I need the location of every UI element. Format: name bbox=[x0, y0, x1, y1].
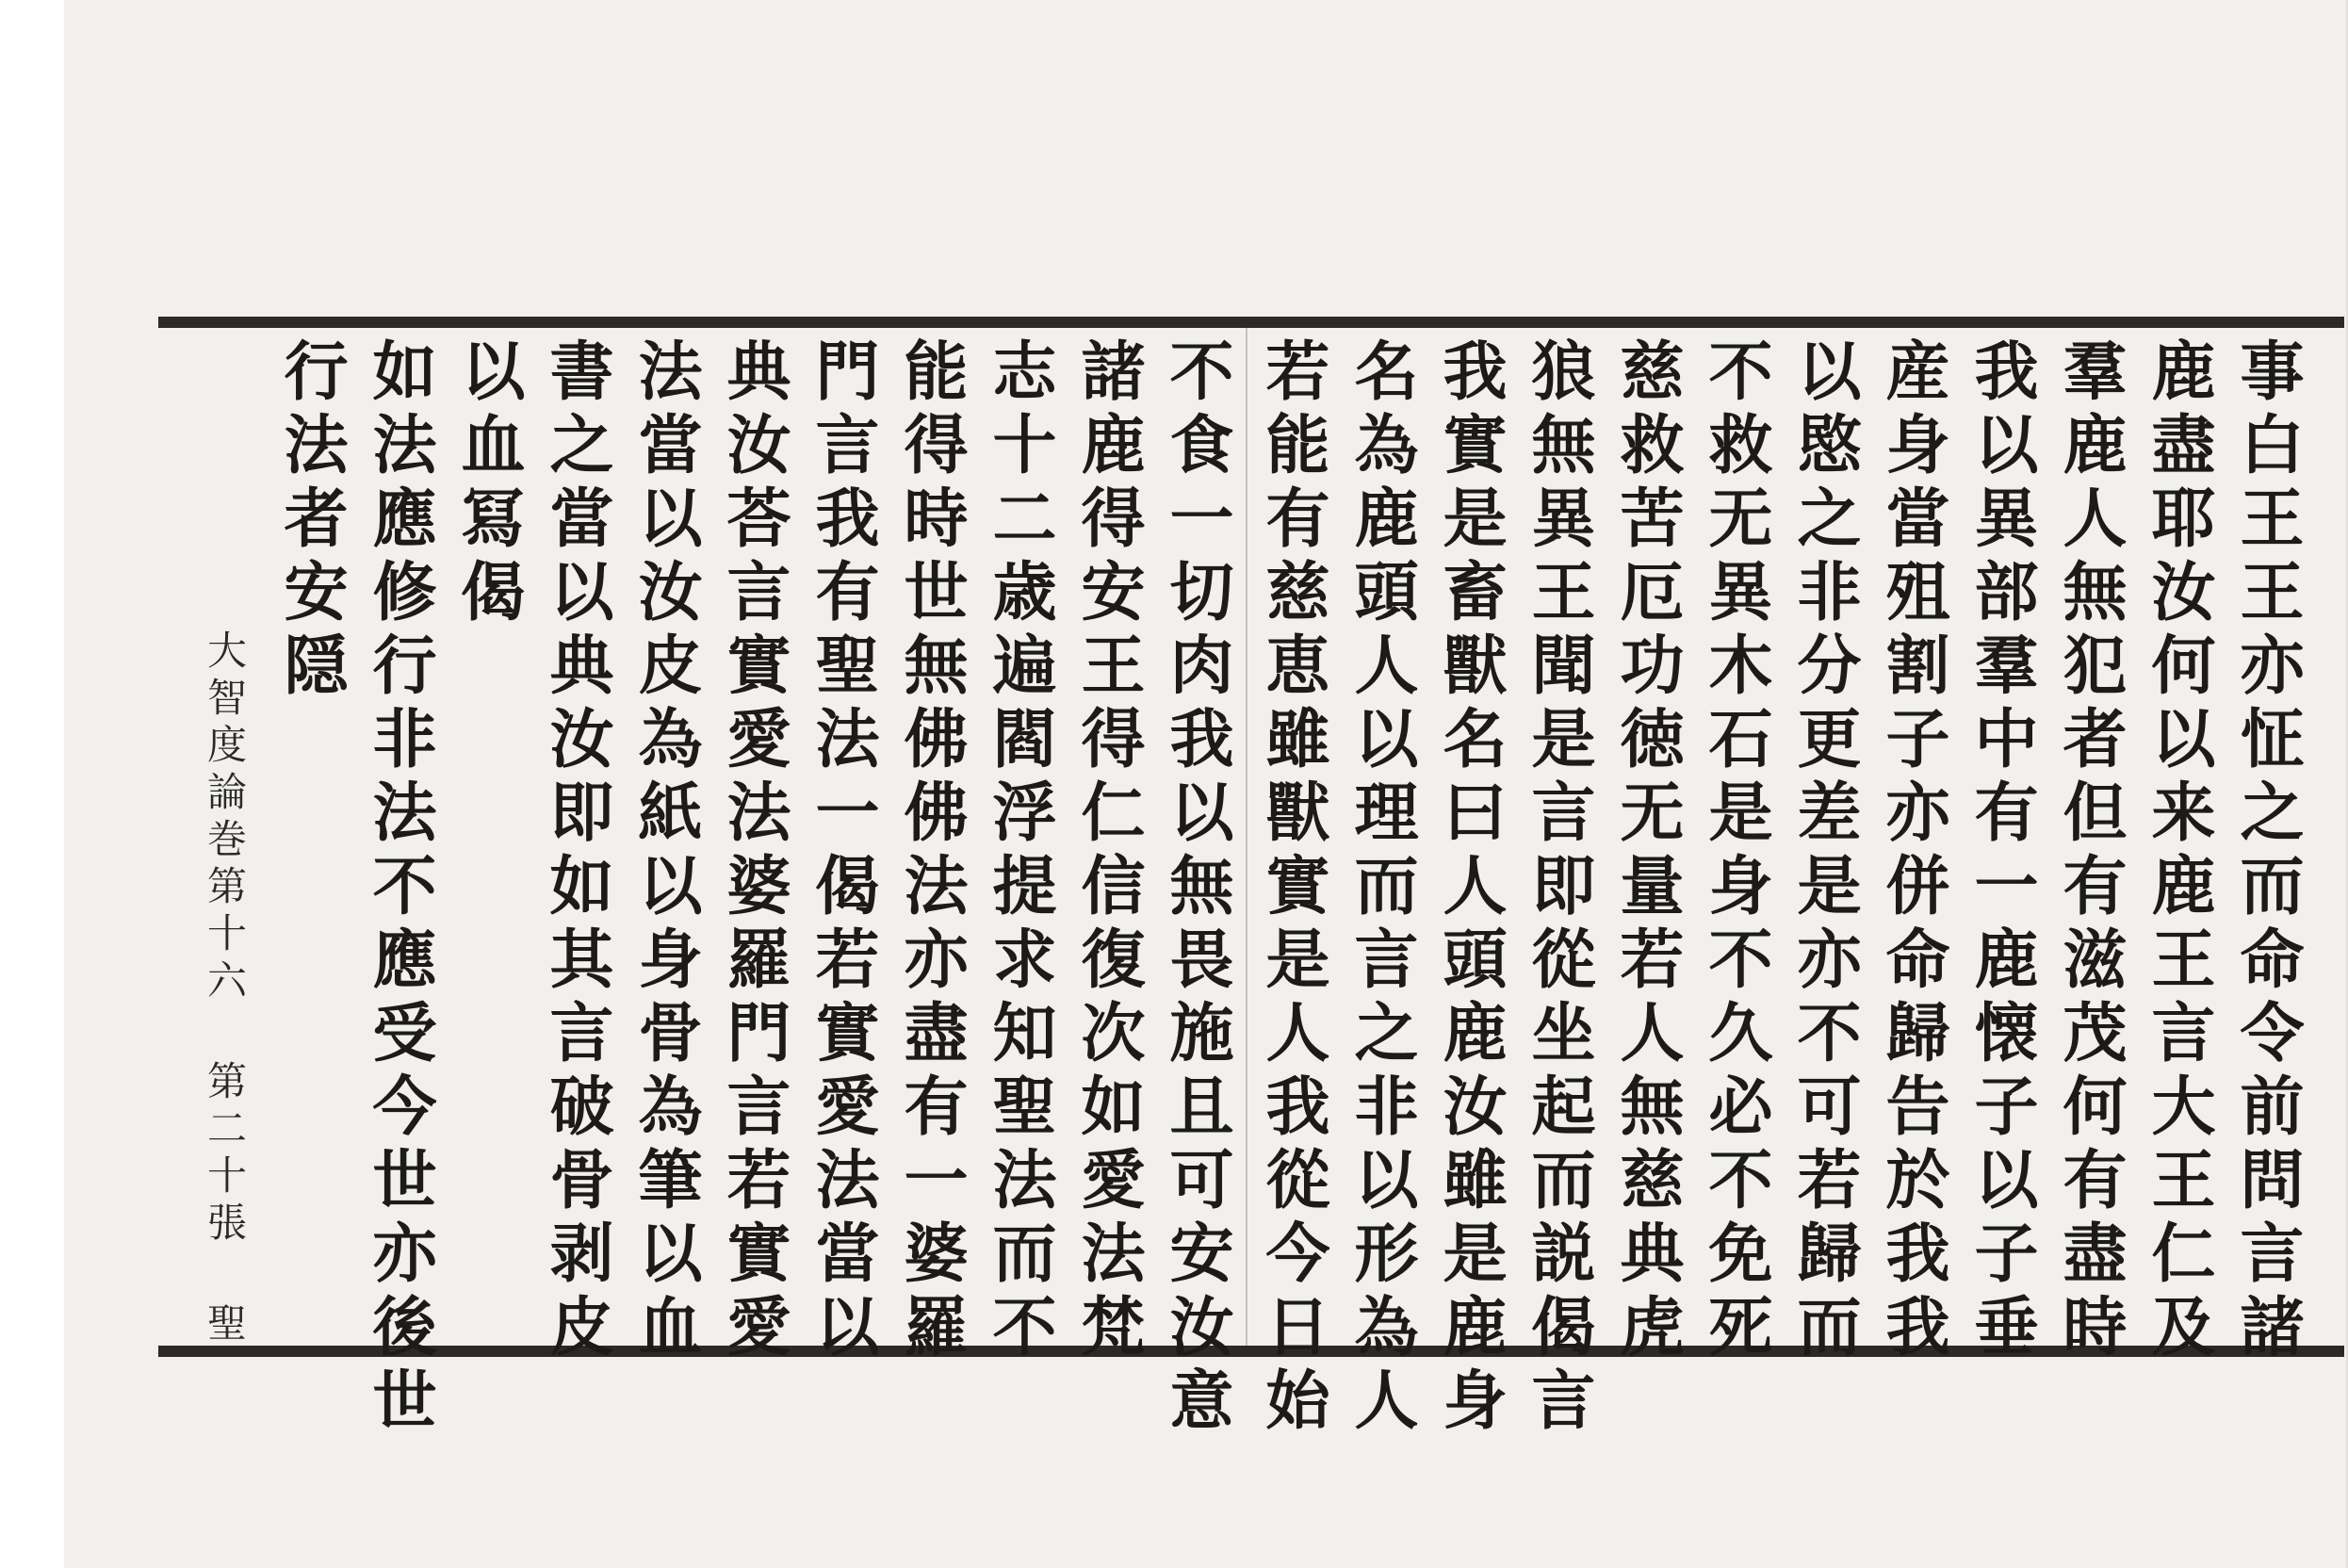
text-column-12: 若能有慈恵雖獸實是人我從今日始 bbox=[1255, 337, 1330, 1440]
text-column-9: 狼無異王聞是言即從坐起而説偈言 bbox=[1521, 337, 1596, 1440]
paper-sheet bbox=[64, 0, 2348, 1568]
text-column-17: 門言我有聖法一偈若實愛法當以 bbox=[805, 337, 880, 1366]
text-column-18: 典汝荅言實愛法婆羅門言若實愛 bbox=[716, 337, 791, 1366]
text-column-16: 能得時世無佛佛法亦盡有一婆羅 bbox=[893, 337, 969, 1366]
text-column-1: 事白王王亦怔之而命令前問言諸 bbox=[2229, 337, 2305, 1366]
text-column-2: 鹿盡耶汝何以来鹿王言大王仁及 bbox=[2141, 337, 2216, 1366]
text-column-15: 志十二歳遍閻浮提求知聖法而不 bbox=[982, 337, 1057, 1366]
colophon-column: 大智度論巻第十六 第二十張 聖 bbox=[202, 629, 248, 1349]
text-column-11: 名為鹿頭人以理而言之非以形為人 bbox=[1344, 337, 1419, 1440]
text-column-23: 行法者安隠 bbox=[273, 337, 349, 705]
text-column-19: 法當以汝皮為紙以身骨為筆以血 bbox=[628, 337, 703, 1366]
text-column-6: 以愍之非分更差是亦不可若歸而 bbox=[1786, 337, 1862, 1366]
text-column-22: 如法應修行非法不應受今世亦後世 bbox=[362, 337, 437, 1440]
text-column-21: 以血冩偈 bbox=[450, 337, 526, 631]
top-border-rule bbox=[158, 317, 2344, 328]
text-column-3: 羣鹿人無犯者但有滋茂何有盡時 bbox=[2052, 337, 2128, 1366]
text-column-20: 書之當以典汝即如其言破骨剥皮 bbox=[539, 337, 614, 1366]
text-column-13: 不食一切肉我以無畏施且可安汝意 bbox=[1159, 337, 1234, 1440]
page-fold-line bbox=[1246, 328, 1247, 1346]
text-column-5: 産身當殂割子亦併命歸告於我我 bbox=[1875, 337, 1950, 1366]
text-column-4: 我以異部羣中有一鹿懐子以子垂 bbox=[1964, 337, 2039, 1366]
text-column-8: 慈救苦厄功徳无量若人無慈典虎 bbox=[1609, 337, 1685, 1366]
text-column-10: 我實是畜獸名曰人頭鹿汝雖是鹿身 bbox=[1432, 337, 1508, 1440]
text-column-14: 諸鹿得安王得仁信復次如愛法梵 bbox=[1070, 337, 1146, 1366]
text-column-7: 不救无異木石是身不久必不免死 bbox=[1698, 337, 1773, 1366]
